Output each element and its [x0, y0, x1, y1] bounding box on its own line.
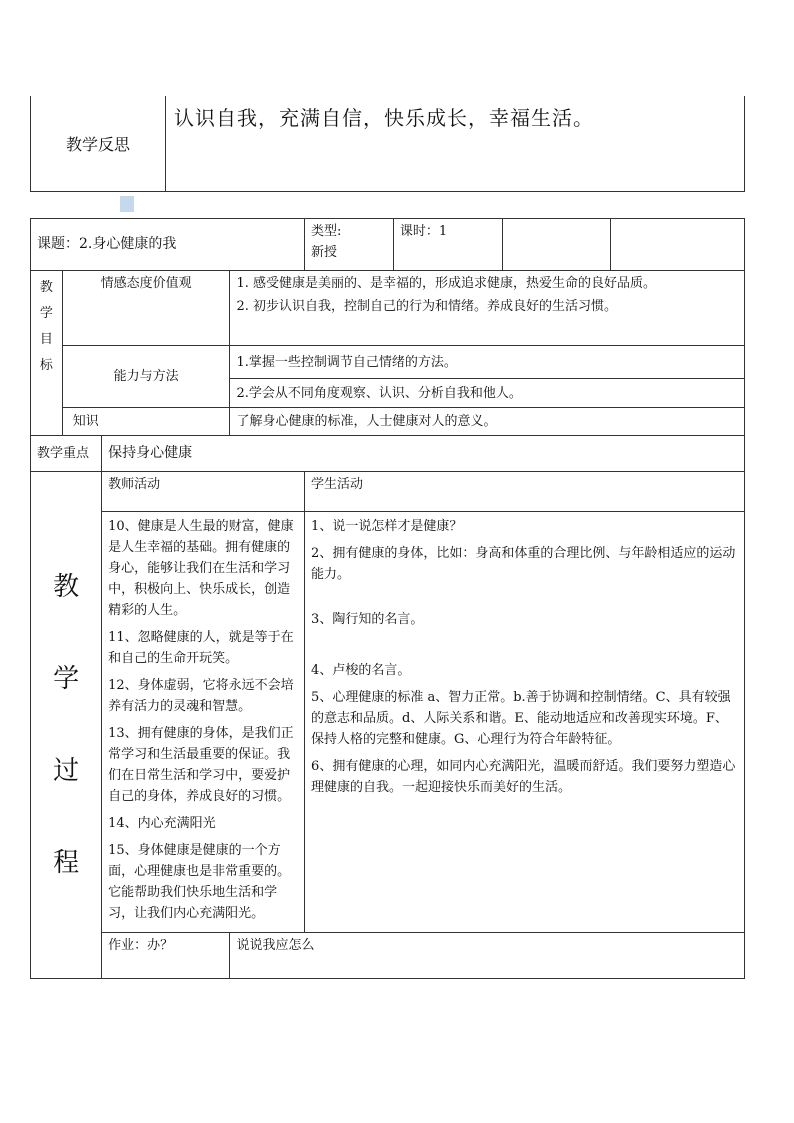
blue-marker — [120, 196, 134, 212]
student-item-5: 5、心理健康的标准 a、智力正常。b.善于协调和控制情绪。C、具有较强的意志和品质。d、人际关系和谐。E、能动地适应和改善现实环境。F、保持人格的完整和健康。G、心理行为符合年龄特征。 — [311, 690, 731, 747]
focus-text: 保持身心健康 — [102, 436, 745, 472]
emotion-item-1: 1. 感受健康是美丽的、是幸福的，形成追求健康，热爱生命的良好品质。 — [236, 276, 656, 291]
goals-char-4: 标 — [39, 358, 53, 373]
ability-item-1: 1.掌握一些控制调节自己情绪的方法。 — [230, 346, 745, 379]
teacher-item-12: 12、身体虚弱，它将永远不会培养有活力的灵魂和智慧。 — [108, 678, 294, 714]
knowledge-text: 了解身心健康的标准，人士健康对人的意义。 — [230, 408, 745, 436]
homework-label: 作业：办？ — [102, 933, 230, 979]
process-char-1: 教 — [53, 572, 80, 602]
topic-cell — [31, 219, 305, 271]
homework-text: 说说我应怎么 — [230, 933, 745, 979]
student-item-4: 4、卢梭的名言。 — [311, 663, 411, 678]
goals-char-2: 学 — [39, 306, 53, 321]
empty-header-cell-2 — [610, 219, 744, 271]
process-char-3: 过 — [53, 756, 80, 786]
student-item-1: 1、说一说怎样才是健康？ — [311, 519, 463, 534]
process-label — [31, 472, 102, 979]
goals-char-3: 目 — [39, 332, 53, 347]
type-value: 新授 — [311, 245, 338, 260]
emotion-label: 情感态度价值观 — [62, 271, 230, 346]
teacher-header: 教师活动 — [102, 472, 305, 512]
lesson-table — [30, 218, 745, 979]
goals-char-1: 教 — [39, 280, 53, 295]
reflection-label: 教学反思 — [31, 96, 166, 192]
student-item-3: 3、陶行知的名言。 — [311, 612, 424, 627]
knowledge-label: 知识 — [62, 408, 230, 436]
type-cell — [305, 219, 394, 271]
student-activities — [305, 512, 745, 933]
teacher-item-10: 10、健康是人生最的财富，健康是人生幸福的基础。拥有健康的身心，能够让我们在生活和学习中，积极向上、快乐成长，创造精彩的人生。 — [108, 519, 294, 618]
emotion-item-2: 2. 初步认识自我，控制自己的行为和情绪。养成良好的生活习惯。 — [236, 299, 617, 314]
student-item-2: 2、拥有健康的身体，比如：身高和体重的合理比例、与年龄相适应的运动能力。 — [311, 546, 736, 582]
ability-item-2: 2.学会从不同角度观察、认识、分析自我和他人。 — [230, 379, 745, 408]
student-item-6: 6、拥有健康的心理，如同内心充满阳光，温暖而舒适。我们要努力塑造心理健康的自我。一起迎接快乐而美好的生活。 — [311, 759, 736, 795]
reflection-table — [30, 96, 745, 192]
teacher-item-15: 15、身体健康是健康的一个方面，心理健康也是非常重要的。它能帮助我们快乐地生活和学习，让我们内心充满阳光。 — [108, 843, 291, 921]
teacher-item-14: 14、内心充满阳光 — [108, 816, 216, 831]
type-label: 类型: — [311, 224, 342, 239]
period-cell: 课时：1 — [393, 219, 502, 271]
goals-label — [31, 271, 63, 436]
empty-header-cell-1 — [502, 219, 610, 271]
student-header: 学生活动 — [305, 472, 745, 512]
focus-label: 教学重点 — [31, 436, 102, 472]
teacher-item-11: 11、忽略健康的人，就是等于在和自己的生命开玩笑。 — [108, 630, 294, 666]
teacher-item-13: 13、拥有健康的身体，是我们正常学习和生活最重要的保证。我们在日常生活和学习中，要爱护自己的身体，养成良好的习惯。 — [108, 726, 294, 804]
teacher-activities — [102, 512, 305, 933]
ability-label: 能力与方法 — [62, 346, 230, 408]
topic-title: 课题：2.身心健康的我 — [37, 236, 177, 252]
emotion-content — [230, 271, 745, 346]
reflection-text: 认识自我，充满自信，快乐成长，幸福生活。 — [166, 96, 745, 192]
process-char-2: 学 — [53, 664, 80, 694]
process-char-4: 程 — [53, 848, 80, 878]
